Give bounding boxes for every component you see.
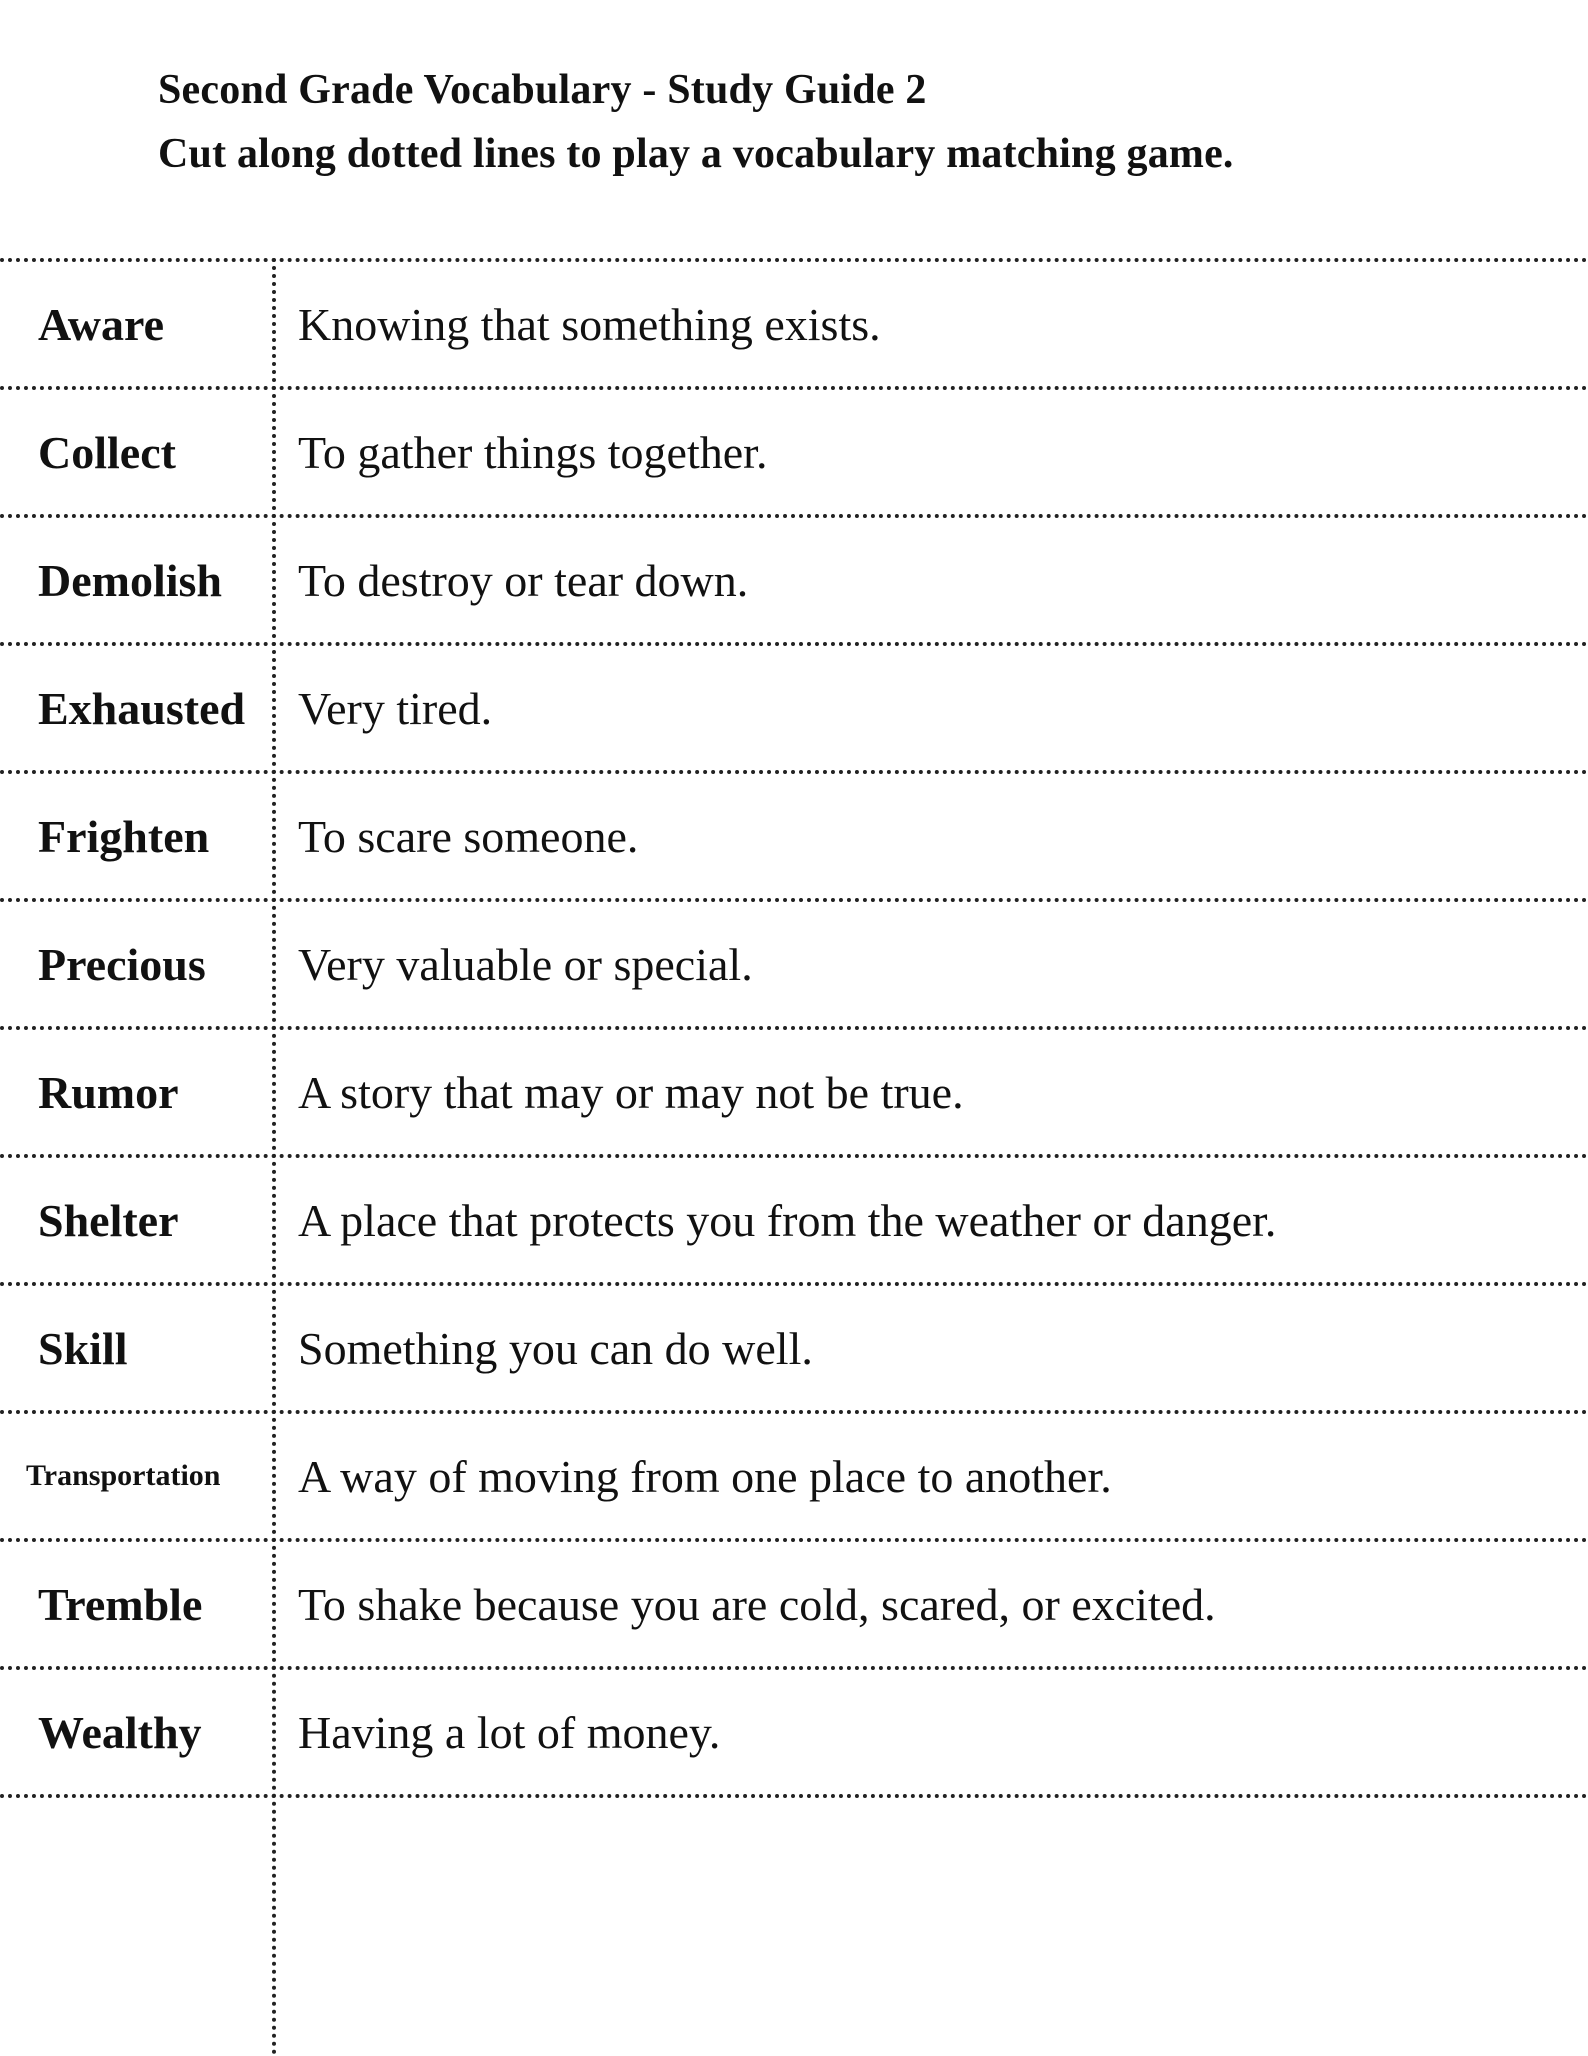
vocab-row [0, 1282, 1588, 1410]
vocab-word: Shelter [38, 1194, 179, 1246]
vocab-row [0, 1666, 1588, 1798]
vocab-definition: Knowing that something exists. [298, 298, 881, 350]
vocab-row [0, 1538, 1588, 1666]
vocab-word: Wealthy [38, 1706, 202, 1758]
page-heading [158, 58, 1234, 186]
vocab-row [0, 386, 1588, 514]
page-title: Second Grade Vocabulary - Study Guide 2 [158, 67, 927, 113]
vocab-row [0, 642, 1588, 770]
vocab-word: Rumor [38, 1066, 179, 1118]
vocab-definition: Having a lot of money. [298, 1706, 721, 1758]
vocab-word: Aware [38, 298, 165, 350]
vertical-cut-line [272, 258, 276, 2056]
vocabulary-table [0, 258, 1588, 2056]
vocabulary-rows [0, 258, 1588, 1798]
vocab-row [0, 1410, 1588, 1538]
vocab-definition: To gather things together. [298, 426, 768, 478]
vocab-word: Demolish [38, 554, 222, 606]
vocab-row [0, 1154, 1588, 1282]
vocab-definition: To destroy or tear down. [298, 554, 749, 606]
vocab-row [0, 770, 1588, 898]
vocab-definition: A place that protects you from the weather or danger. [298, 1194, 1277, 1246]
instructions-text: Cut along dotted lines to play a vocabulary matching game. [158, 131, 1234, 177]
vocab-definition: Very valuable or special. [298, 938, 753, 990]
vocab-word: Tremble [38, 1578, 203, 1630]
vocab-word: Transportation [26, 1459, 221, 1492]
vocab-word: Frighten [38, 810, 210, 862]
vocab-word: Exhausted [38, 682, 246, 734]
vocab-word: Collect [38, 426, 176, 478]
vocab-row [0, 514, 1588, 642]
vocab-definition: Something you can do well. [298, 1322, 813, 1374]
vocab-row [0, 898, 1588, 1026]
vocab-row [0, 1026, 1588, 1154]
vocab-word: Skill [38, 1322, 128, 1374]
vocab-row [0, 258, 1588, 386]
vocab-definition: To shake because you are cold, scared, or excited. [298, 1578, 1216, 1630]
vocab-definition: To scare someone. [298, 810, 639, 862]
vocab-word: Precious [38, 938, 206, 990]
vocab-definition: Very tired. [298, 682, 493, 734]
vocab-definition: A story that may or may not be true. [298, 1066, 964, 1118]
vocab-definition: A way of moving from one place to another. [298, 1450, 1112, 1502]
